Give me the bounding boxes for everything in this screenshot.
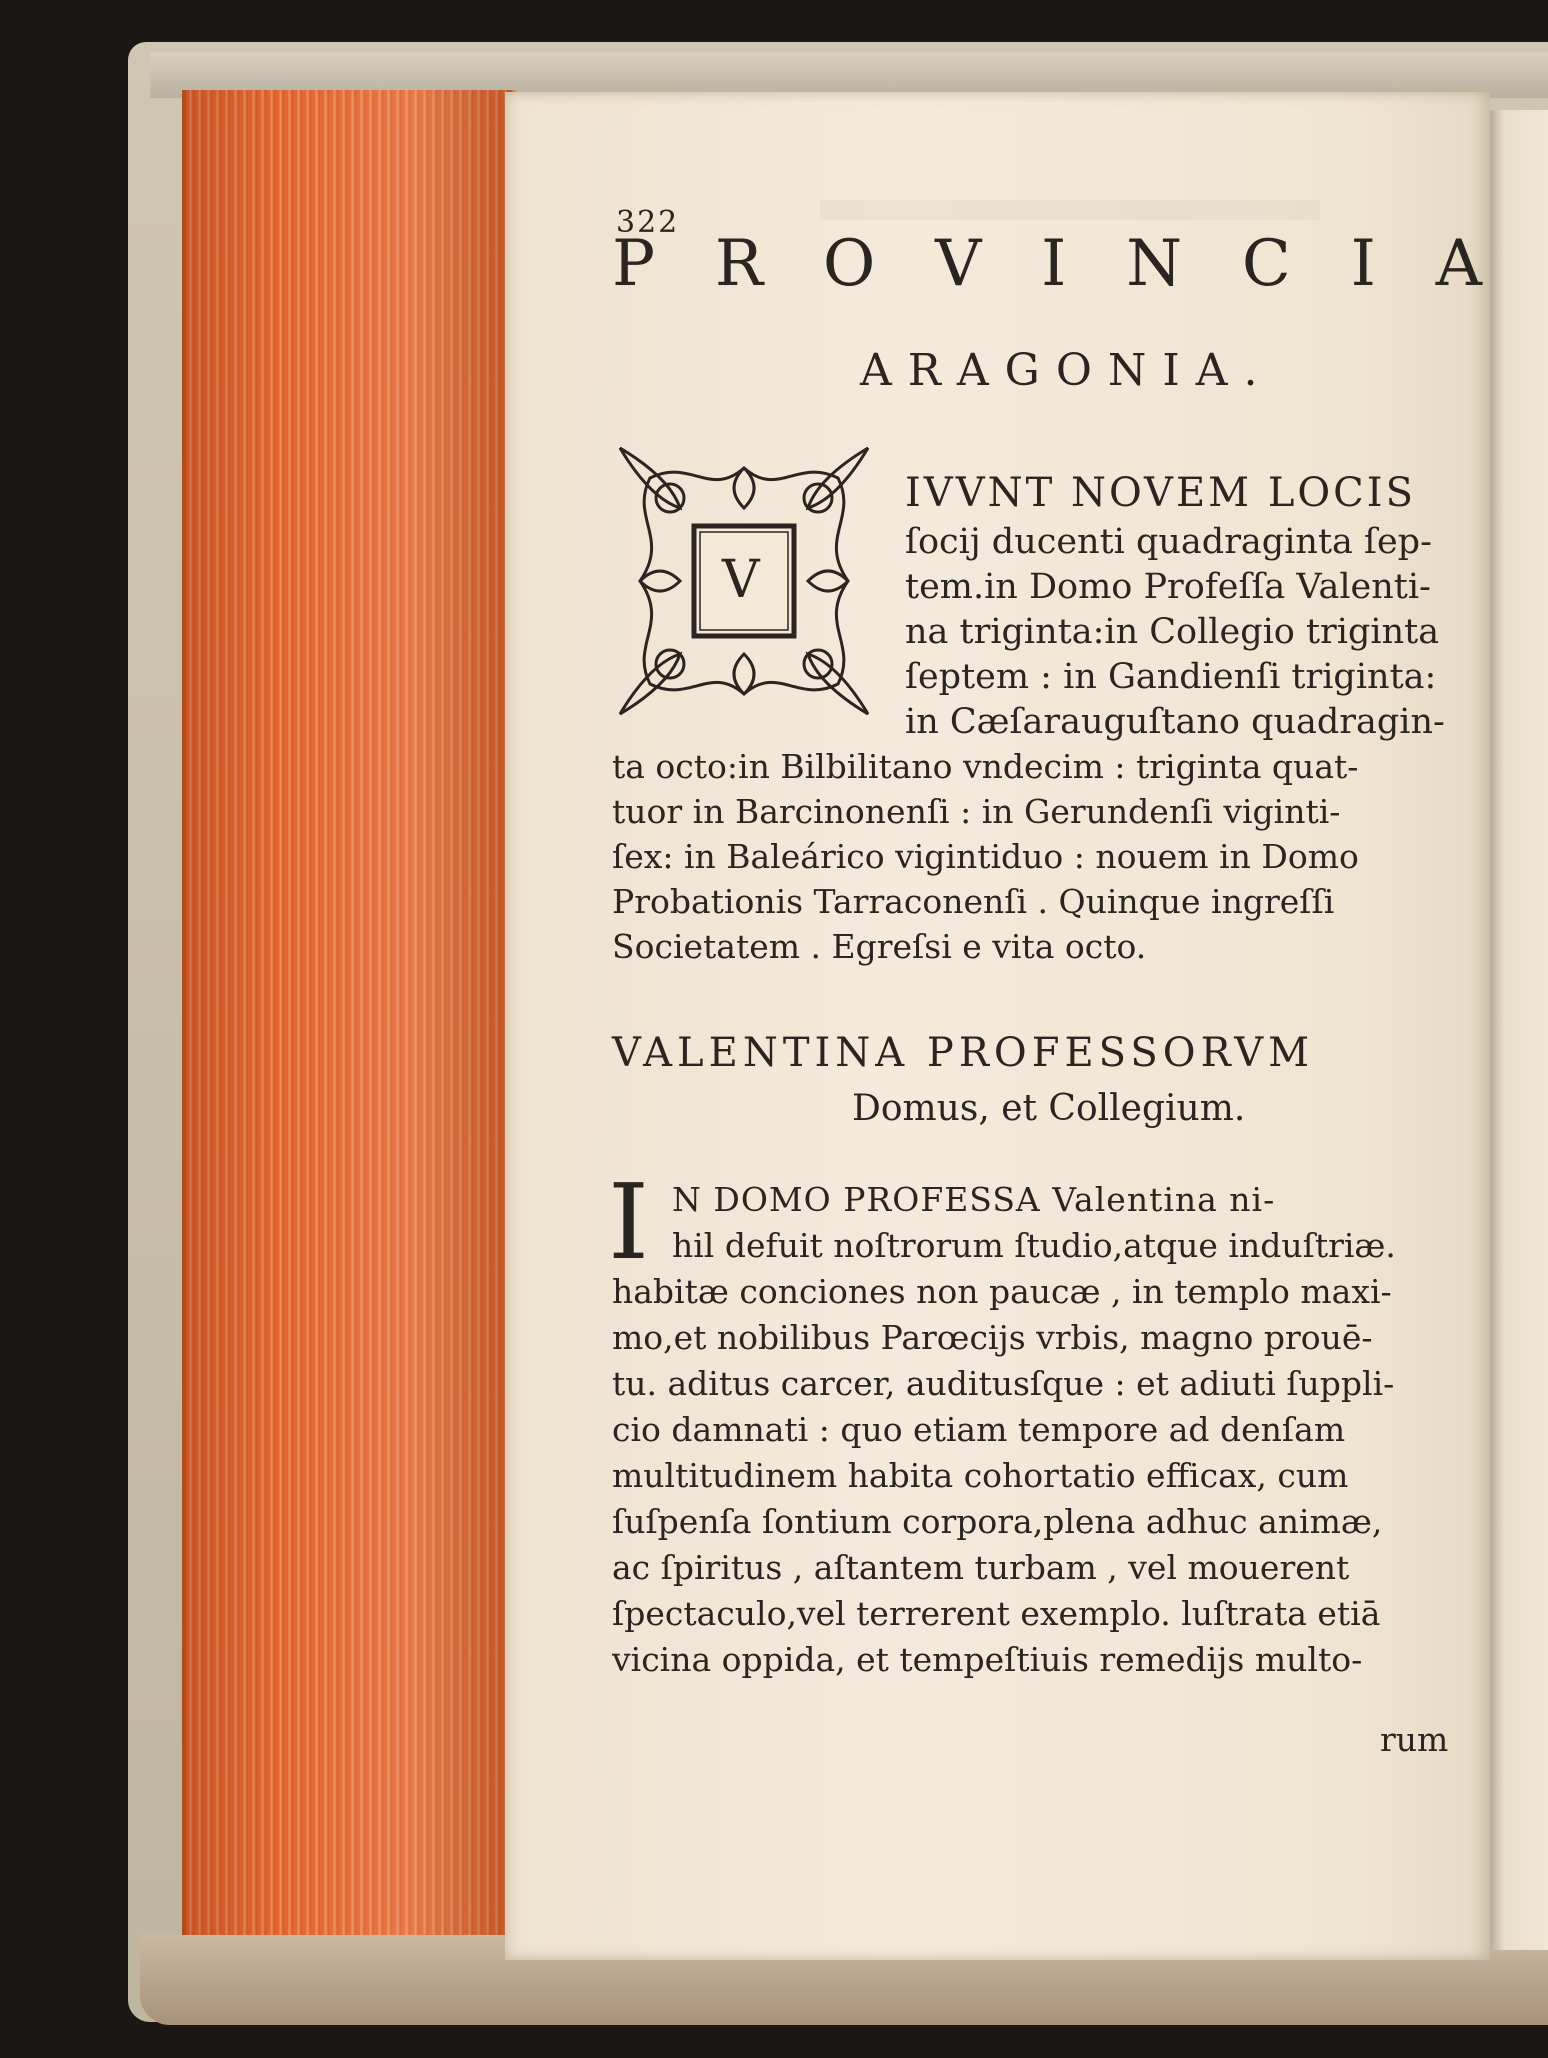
paragraph1-line: na triginta:in Collegio triginta — [905, 612, 1440, 652]
paragraph1-line: Probationis Tarraconenſi . Quinque ingreſſi — [612, 882, 1335, 921]
running-title-letter: V — [935, 227, 982, 301]
paragraph1-line: ſeptem : in Gandienſi triginta: — [905, 657, 1437, 697]
catchword: rum — [1380, 1720, 1449, 1759]
section-subtitle: ARAGONIA. — [860, 345, 1274, 396]
paragraph2-line: multitudinem habita cohortatio efficax, cum — [612, 1456, 1349, 1495]
paragraph2-line: ſpectaculo,vel terrerent exemplo. luſtrata etiā — [612, 1594, 1381, 1633]
paragraph1-first-line: IVVNT NOVEM LOCIS — [905, 470, 1416, 516]
section-heading-subline: Domus, et Collegium. — [852, 1088, 1246, 1129]
paragraph1-line: tem.in Domo Profeſſa Valenti- — [905, 567, 1431, 607]
running-title-letter: I — [1041, 227, 1067, 301]
running-title-letter: P — [612, 227, 656, 301]
paragraph1-line: ta octo:in Bilbilitano vndecim : triginta quat- — [612, 747, 1359, 786]
drop-cap: I — [608, 1161, 650, 1283]
paragraph1-line: in Cæſarauguſtano quadragin- — [905, 702, 1445, 742]
paragraph2-line: ſuſpenſa ſontium corpora,plena adhuc animæ, — [612, 1502, 1383, 1541]
paragraph1-line: ſocij ducenti quadraginta ſep- — [905, 522, 1432, 562]
paragraph1-line: tuor in Barcinonenſi : in Gerundenſi viginti- — [612, 792, 1341, 831]
running-title-letter: O — [822, 227, 876, 301]
initial-letter: V — [722, 550, 760, 610]
facing-page-edge — [1490, 110, 1548, 1950]
show-through-smudge — [820, 200, 1320, 220]
running-title-letter: I — [1350, 227, 1376, 301]
paragraph2-line: habitæ conciones non paucæ , in templo maxi- — [612, 1272, 1392, 1311]
running-title-letter: A — [1435, 227, 1482, 301]
paragraph1-line: ſex: in Baleárico vigintiduo : nouem in Domo — [612, 837, 1359, 876]
ornamental-initial — [610, 438, 878, 724]
paragraph1-line: Societatem . Egreſsi e vita octo. — [612, 927, 1147, 966]
paragraph2-line: vicina oppida, et tempeſtiuis remedijs multo- — [612, 1640, 1363, 1679]
running-title-letter: N — [1126, 227, 1183, 301]
paragraph2-line: hil defuit noſtrorum ſtudio,atque induſtriæ. — [672, 1226, 1396, 1265]
running-title-letter: R — [714, 227, 764, 301]
paragraph2-first-line: N DOMO PROFESSA Valentina ni- — [672, 1180, 1276, 1219]
section-heading: VALENTINA PROFESSORVM — [612, 1030, 1315, 1076]
page-edges-shading — [182, 90, 512, 1940]
paragraph2-line: mo,et nobilibus Parœcijs vrbis, magno prouē- — [612, 1318, 1373, 1357]
paragraph2-line: ac ſpiritus , aſtantem turbam , vel mouerent — [612, 1548, 1350, 1587]
paragraph2-line: tu. aditus carcer, auditusſque : et adiuti ſuppli- — [612, 1364, 1395, 1403]
paragraph2-line: cio damnati : quo etiam tempore ad denſam — [612, 1410, 1346, 1449]
running-title — [612, 227, 1482, 301]
running-title-letter: C — [1241, 227, 1291, 301]
page-number: 322 — [616, 205, 680, 240]
